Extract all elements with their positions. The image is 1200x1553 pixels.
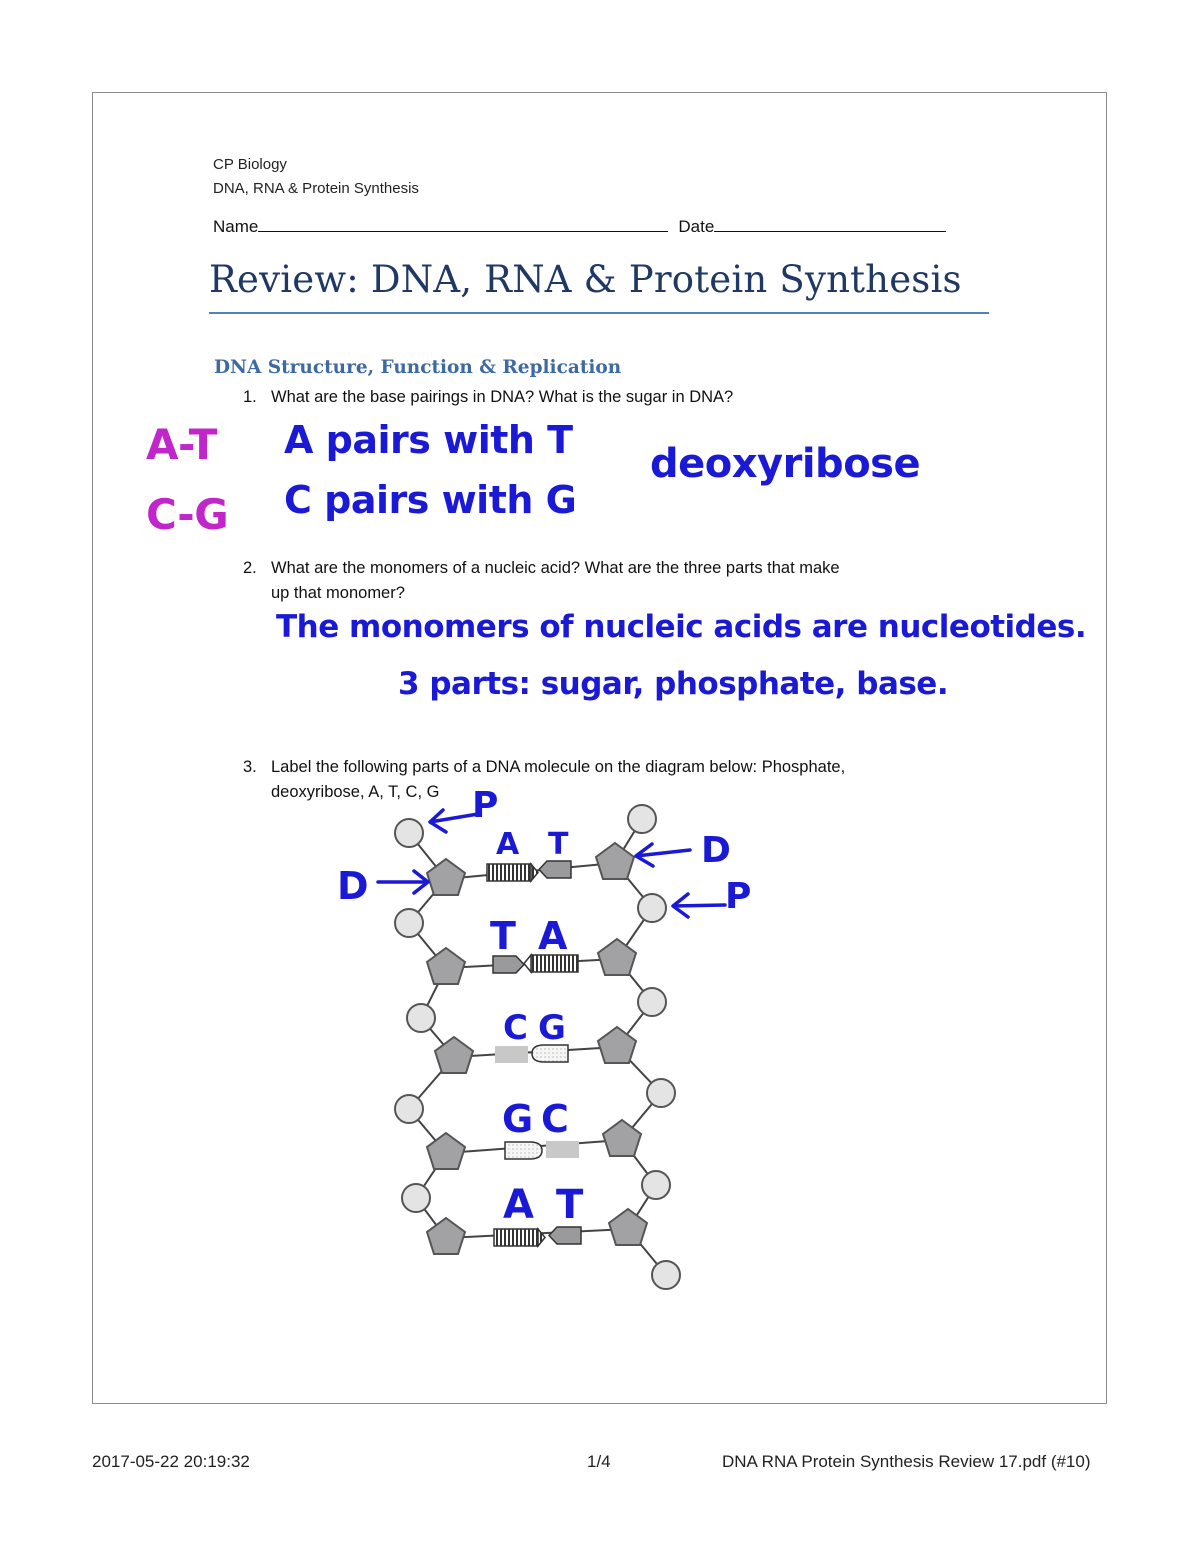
label-phosphate-left: P [472,785,498,826]
question-1-number: 1. [243,388,257,406]
label-pair-2-left: T [490,914,516,958]
answer-1-margin-pair-2: C-G [146,490,229,539]
label-pair-4-left: G [502,1097,533,1141]
question-1-text: What are the base pairings in DNA? What is the sugar in DNA? [271,388,734,406]
label-deoxyribose-right: D [701,830,731,871]
arrow-deoxyribose-left [378,871,428,893]
base-pair-5 [494,1227,581,1246]
answer-1-margin-pair-1: A-T [146,420,217,469]
footer-file-name: DNA RNA Protein Synthesis Review 17.pdf (#10) [722,1452,1091,1471]
course-name: CP Biology [213,156,287,173]
section-heading: DNA Structure, Function & Replication [214,357,622,378]
deoxyribose [427,948,465,984]
page-title: Review: DNA, RNA & Protein Synthesis [209,258,962,301]
phosphate [395,909,423,937]
label-pair-3-right: G [538,1008,566,1048]
label-pair-4-right: C [541,1097,569,1141]
phosphate [395,819,423,847]
phosphate [642,1171,670,1199]
deoxyribose [427,1218,465,1254]
label-phosphate-right: P [725,876,751,917]
phosphate [638,894,666,922]
deoxyribose [609,1209,647,1245]
question-2-number: 2. [243,559,257,577]
answer-2-line-2: 3 parts: sugar, phosphate, base. [398,666,949,702]
deoxyribose [427,859,465,895]
question-3-text-line-2: deoxyribose, A, T, C, G [271,783,440,801]
phosphate [402,1184,430,1212]
question-2-text-line-1: What are the monomers of a nucleic acid? What are the three parts that make [271,559,840,577]
footer-timestamp: 2017-05-22 20:19:32 [92,1452,250,1471]
footer-page-number: 1/4 [587,1452,611,1471]
unit-name: DNA, RNA & Protein Synthesis [213,180,419,197]
answer-2-line-1: The monomers of nucleic acids are nucleotides. [276,609,1087,645]
arrow-phosphate-left [430,810,478,832]
phosphate [628,805,656,833]
answer-1-line-1: A pairs with T [284,418,573,462]
label-pair-5-right: T [556,1182,583,1228]
phosphate [638,988,666,1016]
base-pair-1 [487,861,571,881]
date-label: Date [678,217,715,236]
label-pair-3-left: C [503,1008,528,1048]
label-pair-5-left: A [503,1182,534,1228]
answer-1-sugar: deoxyribose [650,441,921,487]
answer-1-line-2: C pairs with G [284,478,577,522]
deoxyribose [598,939,636,975]
arrow-deoxyribose-right [636,844,690,866]
label-pair-2-right: A [538,914,567,958]
deoxyribose [596,843,634,879]
label-deoxyribose-left: D [337,864,369,908]
base-pair-4 [505,1141,579,1159]
name-label: Name [213,217,259,236]
phosphate [652,1261,680,1289]
question-3-number: 3. [243,758,257,776]
label-pair-1-left: A [496,827,519,862]
deoxyribose [598,1027,636,1063]
question-2-text-line-2: up that monomer? [271,584,405,602]
label-pair-1-right: T [548,827,568,862]
arrow-phosphate-right [673,894,725,917]
phosphate [395,1095,423,1123]
phosphate [407,1004,435,1032]
question-3-text-line-1: Label the following parts of a DNA molecule on the diagram below: Phosphate, [271,758,846,776]
phosphate [647,1079,675,1107]
